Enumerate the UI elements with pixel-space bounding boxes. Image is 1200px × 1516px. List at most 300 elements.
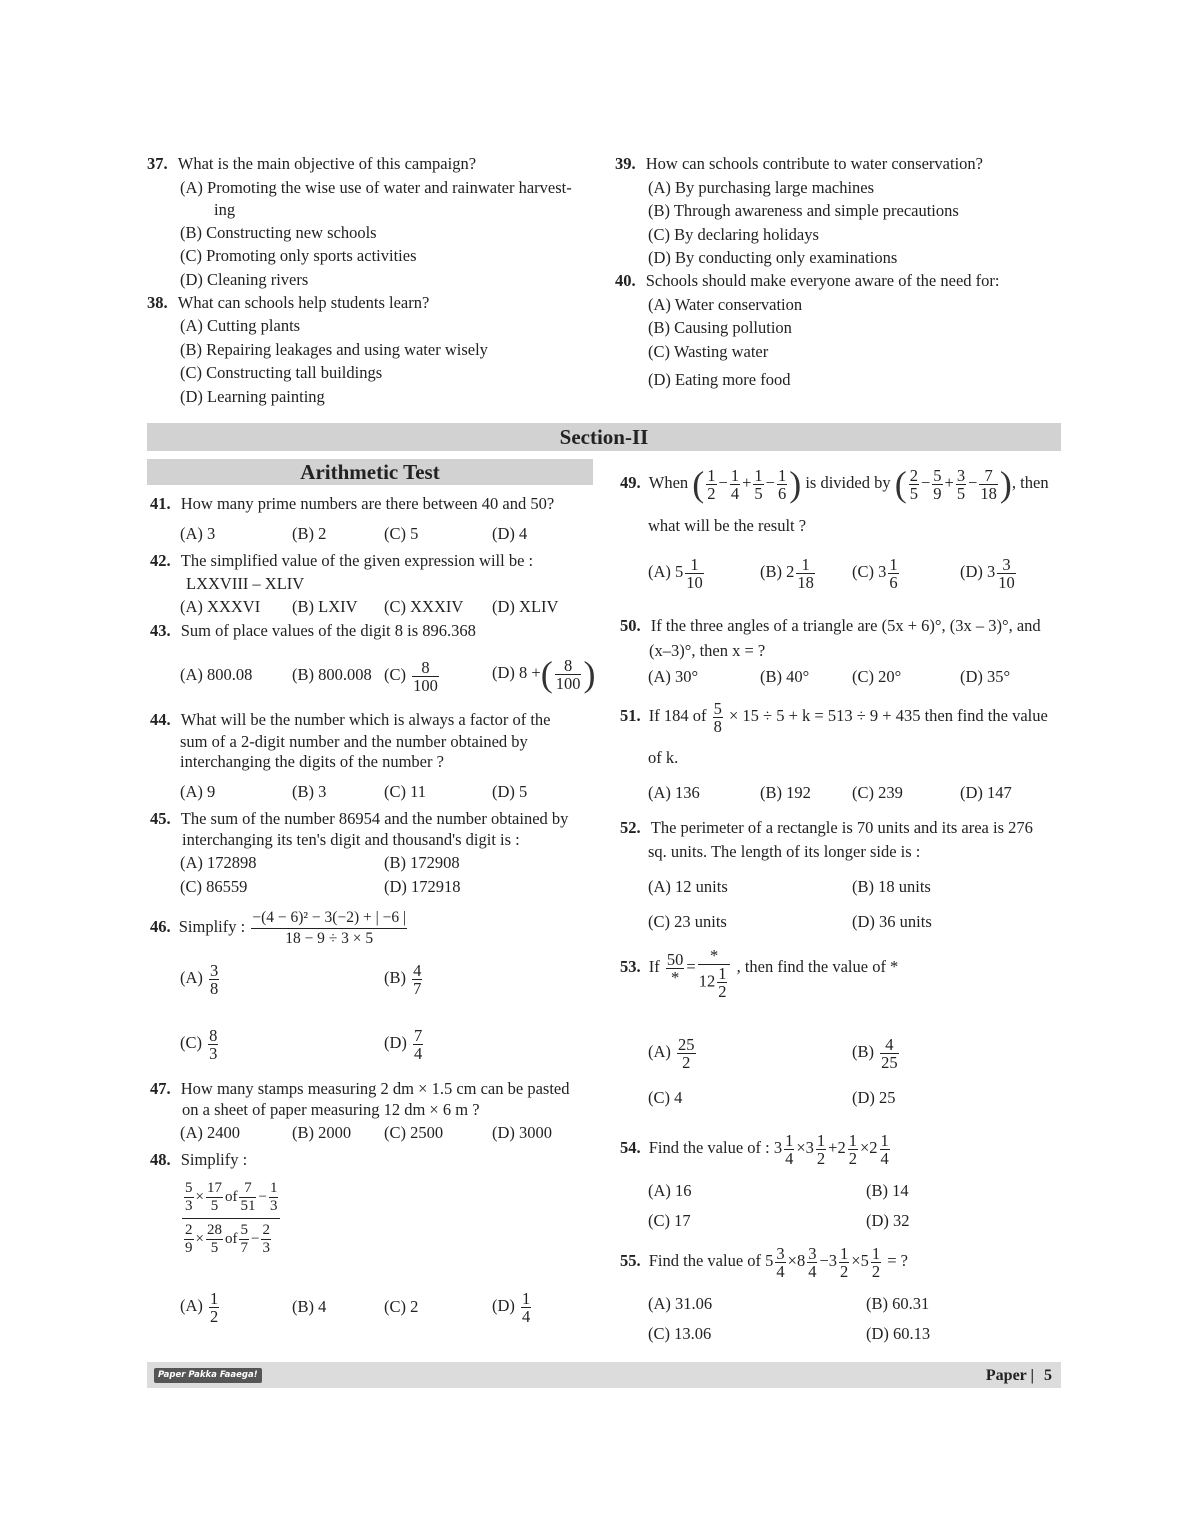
option-c: (C) 4 (648, 1088, 683, 1107)
question-53 (620, 947, 898, 1000)
whole-part: 12 (698, 971, 716, 991)
numerator: 3 (808, 1243, 817, 1263)
operator: − (819, 1251, 829, 1270)
question-text: Find the value of : (648, 1138, 770, 1157)
operator: of (224, 1230, 238, 1247)
numerator: 2 (185, 1222, 193, 1238)
denominator: 3 (269, 1198, 278, 1214)
option-d: (D) 172918 (384, 877, 461, 896)
denominator: * (671, 967, 680, 987)
option-label: (A) (648, 1042, 671, 1061)
footer-bar (147, 1362, 1061, 1388)
option-b: (B) 2000 (292, 1123, 352, 1142)
whole-part: 8 (796, 1251, 806, 1270)
denominator: 18 (980, 483, 997, 503)
option-a: (A) XXXVI (180, 597, 261, 616)
fraction (816, 1132, 826, 1167)
option-a (180, 958, 221, 998)
whole-part: 3 (773, 1138, 783, 1157)
option-b: (B) 2 (292, 524, 327, 543)
numerator: 5 (240, 1222, 248, 1238)
fraction (871, 1245, 881, 1280)
fraction (909, 467, 919, 502)
option-c: (C) 17 (648, 1211, 691, 1230)
denominator: 4 (522, 1306, 531, 1326)
option-a (180, 1286, 221, 1326)
option-d: (D) 32 (866, 1211, 910, 1230)
question-number: 45. (150, 809, 171, 828)
numerator: 1 (269, 1180, 278, 1196)
question-43 (150, 621, 476, 641)
question-text: How can schools contribute to water conservation? (645, 154, 983, 173)
numerator: 2 (262, 1222, 270, 1238)
option-d (960, 552, 1018, 592)
operator: − (250, 1230, 260, 1247)
denominator: 2 (707, 483, 716, 503)
option-label: (D) (492, 1296, 515, 1315)
question-47 (150, 1079, 569, 1099)
question-number: 37. (147, 154, 168, 173)
numerator: 1 (785, 1130, 794, 1150)
question-text: , then (1011, 473, 1049, 492)
question-52 (620, 818, 1033, 838)
option-label: (C) 3 (852, 562, 887, 581)
numerator: 1 (880, 1130, 889, 1150)
option-a: (A) 31.06 (648, 1294, 713, 1313)
whole-part: 5 (765, 1251, 774, 1270)
fraction (888, 556, 898, 591)
denominator: 18 (797, 572, 814, 592)
option-c: (C) 2500 (384, 1123, 444, 1142)
fraction (932, 467, 942, 502)
option-a: (A) By purchasing large machines (648, 178, 875, 197)
denominator: 5 (956, 483, 966, 503)
fraction (555, 657, 582, 692)
option-b: (B) 3 (292, 782, 327, 801)
page-footer (986, 1366, 1052, 1386)
question-text-cont: interchanging its ten's digit and thousand's digit is : (182, 830, 520, 849)
denominator: 6 (777, 483, 787, 503)
fraction (184, 1180, 194, 1215)
option-d: (D) 35° (960, 667, 1011, 686)
question-51 (620, 696, 1048, 736)
paren-close: ) (789, 464, 802, 505)
paren-open: ( (540, 654, 553, 695)
option-b: (B) Causing pollution (648, 318, 792, 337)
question-44 (150, 710, 551, 730)
option-c: (C) 20° (852, 667, 902, 686)
question-text: What will be the number which is always a factor of the (180, 710, 551, 729)
numerator: 1 (730, 465, 740, 485)
whole-part: 5 (860, 1251, 869, 1270)
fraction (698, 947, 731, 1000)
numerator: 1 (840, 1243, 849, 1263)
denominator (698, 965, 731, 1000)
numerator: 1 (707, 465, 716, 485)
option-a (648, 1032, 698, 1072)
paren-open: ( (894, 464, 907, 505)
question-text: What is the main objective of this campaign? (177, 154, 477, 173)
option-c: (C) 5 (384, 524, 419, 543)
denominator: 18 − 9 ÷ 3 × 5 (285, 929, 374, 947)
question-text-cont: sum of a 2-digit number and the number obtained by (180, 732, 528, 751)
fraction (880, 1036, 899, 1071)
option-a: (A) 3 (180, 524, 216, 543)
question-38 (147, 293, 429, 313)
option-label: (B) (384, 968, 406, 987)
fraction (730, 467, 740, 502)
denominator: 2 (871, 1261, 881, 1281)
numerator: 3 (776, 1243, 785, 1263)
paren-close: ) (999, 464, 1012, 505)
fraction (979, 467, 998, 502)
question-text-cont: (x–3)°, then x = ? (649, 641, 766, 660)
question-number: 49. (620, 473, 641, 492)
numerator: 1 (816, 1130, 826, 1150)
option-c: (C) 11 (384, 782, 427, 801)
denominator: 9 (933, 483, 942, 503)
option-d: (D) 36 units (852, 912, 932, 931)
numerator: 8 (555, 657, 582, 675)
question-text: How many prime numbers are there between 40 and 50? (180, 494, 555, 513)
roman-expression: LXXVIII – XLIV (186, 574, 305, 593)
option-c: (C) Wasting water (648, 342, 769, 361)
option-d: (D) 147 (960, 783, 1012, 802)
question-text: If the three angles of a triangle are (5x + 6)°, (3x – 3)°, and (650, 616, 1041, 635)
whole-part: 3 (828, 1251, 838, 1270)
question-number: 51. (620, 706, 641, 725)
option-b: (B) Through awareness and simple precautions (648, 201, 959, 220)
fraction (666, 951, 685, 986)
option-d: (D) 3000 (492, 1123, 553, 1142)
operator: − (968, 473, 978, 492)
question-number: 48. (150, 1150, 171, 1169)
option-label: (A) (180, 1296, 203, 1315)
option-b: (B) 192 (760, 783, 811, 802)
question-text: Simplify : (178, 917, 246, 936)
denominator: 2 (682, 1052, 691, 1072)
fraction (839, 1245, 849, 1280)
denominator: 3 (262, 1240, 270, 1256)
option-c: (C) 13.06 (648, 1324, 712, 1343)
compound-fraction (182, 1180, 280, 1257)
whole-part: 2 (837, 1138, 846, 1157)
fraction (753, 467, 763, 502)
option-c: (C) 239 (852, 783, 903, 802)
option-d (492, 651, 595, 695)
compound-denominator (182, 1219, 280, 1257)
option-d: (D) 60.13 (866, 1324, 931, 1343)
question-text: , then find the value of * (736, 957, 899, 976)
numerator: −(4 − 6)² − 3(−2) + | −6 | (251, 908, 407, 929)
question-number: 47. (150, 1079, 171, 1098)
numerator: 3 (210, 960, 219, 980)
option-b (760, 552, 817, 592)
operator: × (195, 1230, 204, 1247)
option-a-cont: ing (214, 200, 236, 219)
numerator: 1 (796, 556, 815, 574)
page-number: 5 (1044, 1367, 1052, 1384)
operator: + (944, 473, 954, 492)
option-d: (D) 4 (492, 524, 528, 543)
numerator: 50 (666, 949, 684, 969)
denominator: 100 (413, 675, 438, 695)
option-d: (D) 25 (852, 1088, 896, 1107)
question-text: The simplified value of the given expression will be : (180, 551, 534, 570)
fraction (848, 1132, 858, 1167)
question-text: If (648, 957, 660, 976)
option-b: (B) 800.008 (292, 665, 372, 684)
option-a: (A) Cutting plants (180, 316, 301, 335)
option-a: (A) 16 (648, 1181, 692, 1200)
option-label: (C) (384, 665, 406, 684)
fraction (239, 1180, 256, 1215)
option-c: (C) Constructing tall buildings (180, 363, 383, 382)
question-text: = ? (887, 1251, 908, 1270)
option-c: (C) 86559 (180, 877, 248, 896)
question-text: Sum of place values of the digit 8 is 896.368 (180, 621, 476, 640)
numerator: 1 (871, 1243, 881, 1263)
numerator: 1 (210, 1288, 219, 1308)
option-label: (A) 5 (648, 562, 684, 581)
numerator: 5 (713, 698, 722, 718)
operator: × (796, 1138, 806, 1157)
option-a: (A) Promoting the wise use of water and rainwater harvest- (180, 178, 572, 197)
question-text: is divided by (805, 473, 891, 492)
question-number: 55. (620, 1251, 641, 1270)
option-c: (C) 2 (384, 1297, 419, 1316)
option-a: (A) 12 units (648, 877, 728, 896)
operator: = (686, 957, 696, 976)
whole-part: 2 (869, 1138, 878, 1157)
fraction (997, 556, 1016, 591)
operator: × (195, 1188, 204, 1205)
denominator: 5 (210, 1240, 219, 1256)
option-a: (A) Water conservation (648, 295, 803, 314)
option-d: (D) Learning painting (180, 387, 325, 406)
numerator: 8 (209, 1025, 218, 1045)
operator: of (224, 1188, 238, 1205)
fraction (261, 1222, 271, 1257)
option-c (852, 552, 901, 592)
denominator: 4 (808, 1261, 817, 1281)
option-label: (A) (180, 968, 203, 987)
question-text-cont: what will be the result ? (648, 516, 807, 535)
question-55 (620, 1241, 908, 1281)
question-text-cont: sq. units. The length of its longer side is : (648, 842, 921, 861)
option-label: (B) 2 (760, 562, 795, 581)
denominator: 5 (210, 1198, 219, 1214)
option-b: (B) 18 units (852, 877, 931, 896)
fraction (796, 556, 815, 591)
question-text: Simplify : (180, 1150, 248, 1169)
fraction (251, 908, 407, 949)
fraction (706, 467, 716, 502)
option-d (492, 1286, 533, 1326)
option-d: (D) By conducting only examinations (648, 248, 898, 267)
option-b (384, 958, 424, 998)
option-b: (B) 60.31 (866, 1294, 930, 1313)
question-text: What can schools help students learn? (177, 293, 430, 312)
publisher-logo: Paper Pakka Faaega! (154, 1368, 262, 1383)
question-number: 43. (150, 621, 171, 640)
question-text: × 15 ÷ 5 + k = 513 ÷ 9 + 435 then find the value (728, 706, 1048, 725)
denominator: 100 (555, 673, 581, 693)
question-number: 53. (620, 957, 641, 976)
fraction (208, 1027, 218, 1062)
numerator: 1 (777, 465, 787, 485)
question-number: 38. (147, 293, 168, 312)
fraction (713, 700, 723, 735)
option-c: (C) By declaring holidays (648, 225, 819, 244)
question-number: 40. (615, 271, 636, 290)
question-number: 44. (150, 710, 171, 729)
subsection-title: Arithmetic Test (300, 460, 440, 484)
option-c (384, 653, 441, 697)
denominator: 2 (210, 1306, 219, 1326)
fraction (784, 1132, 794, 1167)
operator: × (787, 1251, 797, 1270)
question-46 (150, 905, 409, 949)
fraction (209, 1290, 219, 1325)
numerator: 28 (206, 1222, 222, 1238)
question-text-cont: on a sheet of paper measuring 12 dm × 6 m ? (182, 1100, 480, 1119)
operator: − (718, 473, 728, 492)
option-b: (B) 40° (760, 667, 810, 686)
denominator: 10 (686, 572, 703, 592)
numerator: 1 (889, 554, 898, 574)
option-a: (A) 9 (180, 782, 216, 801)
question-number: 54. (620, 1138, 641, 1157)
numerator: 3 (956, 465, 966, 485)
denominator: 5 (909, 483, 918, 503)
question-45 (150, 809, 568, 829)
operator: × (851, 1251, 861, 1270)
operator: × (859, 1138, 870, 1157)
question-41 (150, 494, 554, 514)
option-a: (A) 136 (648, 783, 700, 802)
question-49 (620, 461, 1049, 505)
denominator: 2 (840, 1261, 849, 1281)
denominator: 7 (240, 1240, 248, 1256)
option-c: (C) 23 units (648, 912, 727, 931)
option-label: (B) (852, 1042, 874, 1061)
numerator: 7 (414, 1025, 423, 1045)
denominator: 5 (754, 483, 763, 503)
compound-numerator (182, 1180, 280, 1219)
fraction (269, 1180, 279, 1215)
fraction (880, 1132, 890, 1167)
question-text-cont: interchanging the digits of the number ? (180, 752, 444, 771)
numerator: 2 (909, 465, 918, 485)
question-number: 41. (150, 494, 171, 513)
numerator: 8 (412, 659, 439, 677)
numerator: 5 (185, 1180, 193, 1196)
denominator: 3 (209, 1043, 218, 1063)
denominator: 3 (185, 1198, 193, 1214)
question-text-cont: of k. (648, 748, 679, 767)
denominator: 4 (785, 1148, 794, 1168)
question-39 (615, 154, 983, 174)
question-text: When (648, 473, 689, 492)
denominator: 4 (776, 1261, 785, 1281)
numerator: 7 (239, 1180, 256, 1198)
denominator: 4 (414, 1043, 423, 1063)
option-a: (A) 800.08 (180, 665, 253, 684)
fraction (685, 556, 704, 591)
question-42 (150, 551, 533, 571)
fraction (413, 1027, 423, 1062)
option-a: (A) 172898 (180, 853, 257, 872)
question-40 (615, 271, 999, 291)
question-text: The sum of the number 86954 and the number obtained by (180, 809, 569, 828)
whole-part: 3 (805, 1138, 814, 1157)
option-c: (C) XXXIV (384, 597, 464, 616)
question-number: 46. (150, 917, 171, 936)
fraction (412, 962, 422, 997)
operator: − (258, 1188, 267, 1205)
question-50 (620, 616, 1041, 636)
option-b: (B) LXIV (292, 597, 358, 616)
option-a: (A) 2400 (180, 1123, 241, 1142)
option-label: (D) (384, 1033, 407, 1052)
fraction (777, 467, 787, 502)
option-label: (D) (492, 663, 515, 682)
option-d: (D) XLIV (492, 597, 559, 616)
fraction (184, 1222, 194, 1257)
denominator: 2 (848, 1148, 857, 1168)
footer-label: Paper | (985, 1367, 1034, 1384)
option-label: (D) 3 (960, 562, 996, 581)
question-text: If 184 of (648, 706, 707, 725)
section-title: Section-II (559, 425, 649, 449)
denominator: 8 (713, 716, 722, 736)
numerator: 1 (718, 964, 727, 983)
question-text: How many stamps measuring 2 dm × 1.5 cm can be pasted (180, 1079, 570, 1098)
option-b: (B) 4 (292, 1297, 327, 1316)
numerator: 1 (848, 1130, 857, 1150)
fraction (775, 1245, 785, 1280)
denominator: 7 (413, 978, 422, 998)
numerator: 25 (678, 1034, 695, 1054)
question-54 (620, 1128, 892, 1168)
numerator: 5 (933, 465, 942, 485)
numerator: 4 (413, 960, 422, 980)
numerator: 3 (997, 556, 1016, 574)
option-a (648, 552, 706, 592)
operator: + (828, 1138, 838, 1157)
option-b: (B) 14 (866, 1181, 909, 1200)
option-b: (B) Repairing leakages and using water wisely (180, 340, 488, 359)
denominator: 4 (880, 1148, 889, 1168)
numerator: 7 (979, 467, 998, 485)
question-number: 52. (620, 818, 641, 837)
paren-open: ( (692, 464, 705, 505)
denominator: 25 (881, 1052, 898, 1072)
denominator: 9 (185, 1240, 193, 1256)
fraction (717, 965, 727, 1000)
fraction (677, 1036, 696, 1071)
fraction (206, 1222, 223, 1257)
question-number: 39. (615, 154, 636, 173)
operator: − (920, 473, 931, 492)
option-d: (D) Cleaning rivers (180, 270, 309, 289)
denominator: 4 (730, 483, 740, 503)
option-b: (B) Constructing new schools (180, 223, 377, 242)
fraction (206, 1180, 223, 1215)
option-c (180, 1023, 220, 1063)
numerator: 17 (206, 1180, 222, 1196)
